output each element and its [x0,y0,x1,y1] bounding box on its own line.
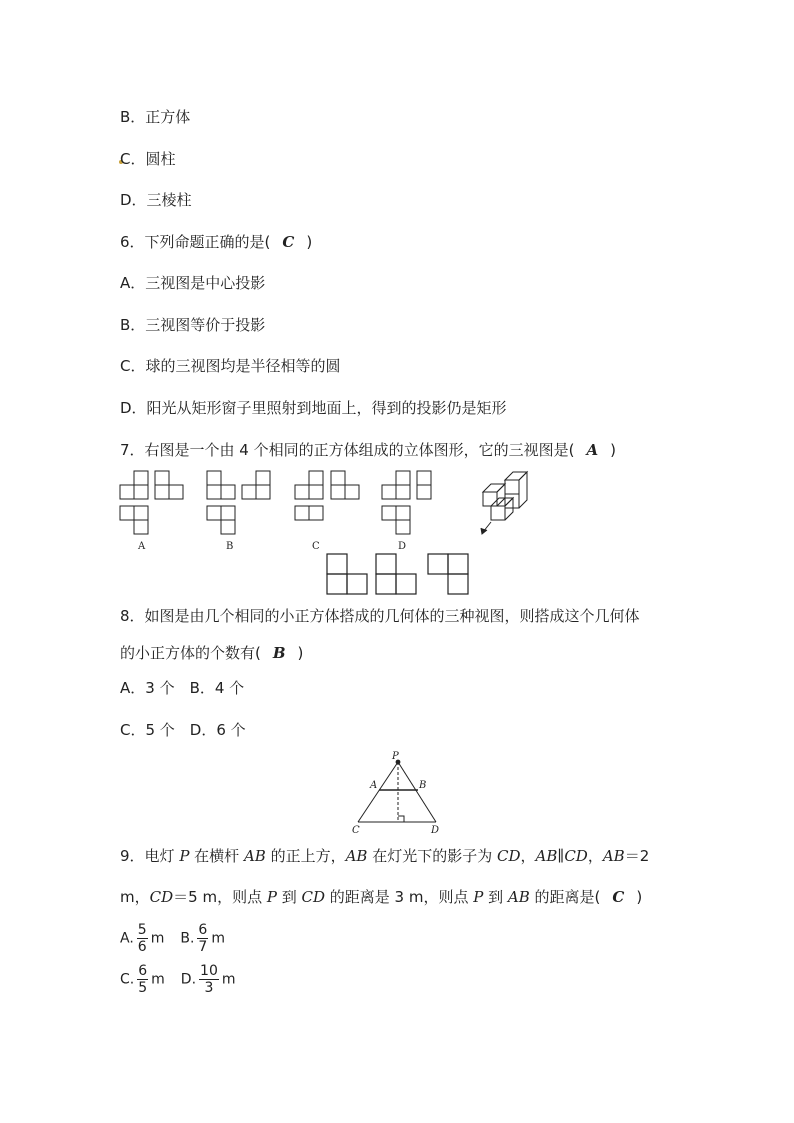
q9-text: 的距离是( [529,888,601,906]
q9-option-b-unit: m [211,930,225,947]
label-b: B [419,780,427,791]
fraction-denominator: 6 [137,939,147,955]
q9-text: ， [520,847,536,865]
q9-var-ab: AB [345,847,368,865]
question-8-line2 [120,643,303,663]
q6-option-c: C．球的三视图均是半径相等的圆 [120,357,341,375]
q8-options-cd: C．5 个 D．6 个 [120,721,246,739]
q9-text: 在横杆 [189,847,244,865]
q9-option-a-unit: m [150,930,165,947]
q7-option-d-views [382,471,431,534]
q9-var-cd: CD [149,888,174,906]
q9-var-ab: AB [602,847,625,865]
label-c: C [352,825,360,836]
q7-label-c: C [312,541,320,552]
q9-var-p: P [473,888,484,906]
q8-three-views [324,552,474,596]
question-6-close: ) [306,233,313,251]
q9-triangle-figure [348,750,444,836]
pc-segment [358,762,398,822]
q9-text: ， [587,847,603,865]
q9-text: 的距离是 3 m，则点 [325,888,474,906]
q9-text: 9．电灯 [120,847,180,865]
q9-text: ＝2 [624,847,650,865]
question-6-text: 6．下列命题正确的是( [120,233,271,251]
q9-var-ab: AB [243,847,266,865]
fraction-numerator: 6 [138,963,148,979]
q7-label-b: B [226,541,234,552]
q9-option-a-fraction [137,922,148,955]
q9-option-c-label: C. [120,971,135,988]
q9-option-b-fraction [197,922,208,955]
q6-option-d: D．阳光从矩形窗子里照射到地面上，得到的投影仍是矩形 [120,399,507,417]
q7-option-a-views [120,471,183,534]
q6-option-a: A．三视图是中心投影 [120,274,266,292]
question-7-answer: A [586,441,599,459]
option-c-cylinder: C．圆柱 [120,150,176,168]
option-d-prism: D．三棱柱 [120,191,192,209]
q7-option-c-views [295,471,359,520]
label-p: P [392,751,399,762]
question-6-answer: C [282,233,295,251]
q7-label-a: A [138,541,146,552]
option-b-cube: B．正方体 [120,108,191,126]
q9-var-cd: CD [301,888,325,906]
q9-option-b-label: B. [180,930,195,947]
question-9-answer: C [612,888,625,906]
q9-var-ab: AB [507,888,530,906]
q9-var-cd: CD [497,847,521,865]
fraction-numerator: 10 [200,963,218,979]
q8-side-view [376,554,416,594]
label-a: A [370,780,378,791]
q9-text: m， [120,888,150,906]
question-8-answer: B [272,644,286,662]
question-7-close: ) [610,441,616,459]
fraction-denominator: 5 [138,980,148,996]
fraction-denominator: 3 [204,980,214,996]
q8-options-ab: A．3 个 B．4 个 [120,679,245,697]
label-d: D [431,825,440,836]
q8-top-view [428,554,468,594]
q8-front-view [327,554,367,594]
question-9-line1 [120,846,649,866]
question-8-line1: 8．如图是由几个相同的小正方体搭成的几何体的三种视图，则搭成这个几何体 [120,607,640,625]
q7-views-svg [115,470,535,554]
q9-text: 的正上方， [265,847,346,865]
question-8-text: 的小正方体的个数有( [120,644,261,662]
right-angle-mark [398,816,404,822]
q9-text: 在灯光下的影子为 [367,847,497,865]
q9-text: 到 [483,888,508,906]
q9-option-c-fraction [137,963,148,996]
q9-text: ＝5 m，则点 [173,888,267,906]
q9-options-ab [120,922,225,955]
q9-option-a-label: A. [120,930,134,947]
q7-solid-figure [481,472,527,534]
question-7-text: 7．右图是一个由 4 个相同的正方体组成的立体图形，它的三视图是( [120,441,575,459]
q9-parallel: AB∥CD [535,847,588,865]
q9-triangle-svg [348,750,444,836]
q9-option-c-unit: m [151,971,165,988]
question-9-line2 [120,887,642,907]
q6-option-b: B．三视图等价于投影 [120,316,266,334]
q9-var-p: P [179,847,190,865]
q7-option-b-views [207,471,270,534]
question-7 [120,440,616,460]
q9-option-d-fraction [199,963,219,996]
fraction-numerator: 5 [137,922,147,938]
fraction-denominator: 7 [198,939,208,955]
question-8-close: ) [297,644,304,662]
q9-option-d-label: D. [180,971,197,988]
q7-label-d: D [398,541,407,552]
pd-segment [398,762,436,822]
q8-views-svg [324,552,474,596]
q9-var-p: P [266,888,277,906]
q7-figure [115,470,535,554]
question-9-close: ) [636,888,643,906]
fraction-numerator: 6 [198,922,208,938]
q9-text: 到 [276,888,302,906]
q9-option-d-unit: m [221,971,236,988]
q9-options-cd [120,963,236,996]
question-6 [120,232,312,252]
